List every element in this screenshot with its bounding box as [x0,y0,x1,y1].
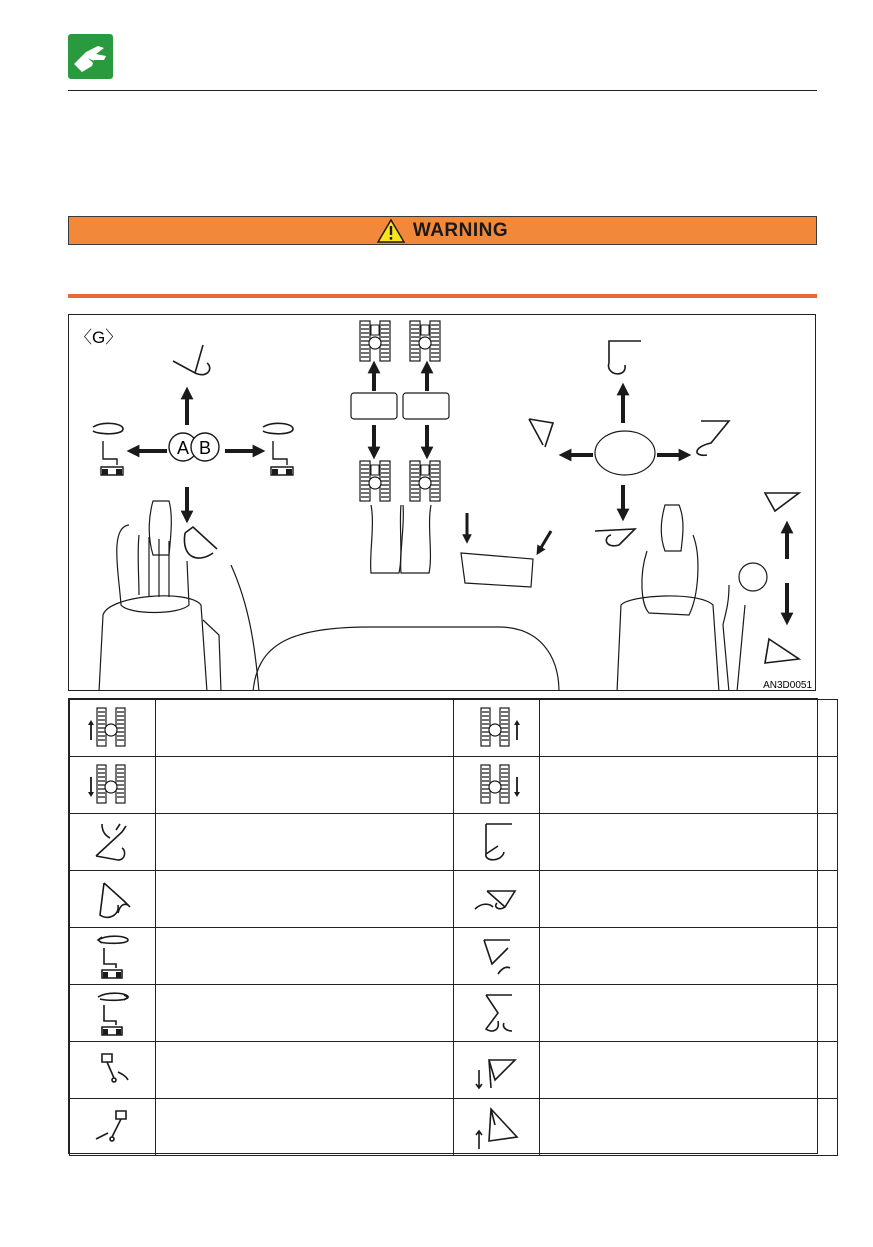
legend-text [540,700,838,757]
lever-button-b: B [198,438,212,458]
legend-row [70,814,838,871]
legend-icon-cell [70,700,156,757]
legend-text [156,1099,454,1156]
arm-in-icon [70,875,155,923]
right-track-forward-icon [454,706,539,750]
legend-icon-cell [70,1099,156,1156]
boom-swing-right-icon [70,1105,155,1149]
hand-pointing-icon [68,34,113,79]
legend-text [540,1099,838,1156]
legend-row [70,700,838,757]
legend-icon-cell [70,814,156,871]
legend-icon-cell [70,871,156,928]
legend-icon-cell [454,1099,540,1156]
legend-row [70,757,838,814]
legend-text [540,871,838,928]
legend-text [156,1042,454,1099]
legend-row [70,928,838,985]
warning-label: WARNING [412,219,509,241]
legend-table [68,698,818,1154]
legend-icon-cell [70,757,156,814]
legend-row [70,871,838,928]
legend-text [156,814,454,871]
legend-icon-cell [454,928,540,985]
legend-icon-cell [70,1042,156,1099]
control-diagram [68,314,816,691]
swing-right-icon [70,989,155,1037]
legend-icon-cell [454,985,540,1042]
figure-id: AN3D0051 [763,680,812,691]
warning-bar [68,216,817,245]
legend-icon-cell [454,814,540,871]
legend-icon-cell [70,928,156,985]
boom-raise-icon [454,879,539,919]
bucket-dump-icon [454,934,539,978]
legend-text [156,757,454,814]
boom-swing-left-icon [70,1048,155,1092]
legend-text [540,985,838,1042]
left-track-forward-icon [70,706,155,750]
right-track-reverse-icon [454,763,539,807]
legend-text [540,928,838,985]
legend-text [156,871,454,928]
arm-out-icon [70,820,155,864]
blade-raise-icon [454,1105,539,1149]
section-rule [68,294,817,298]
legend-text [540,1042,838,1099]
legend-text [156,928,454,985]
legend-icon-cell [454,700,540,757]
legend-text [540,814,838,871]
legend-text [156,985,454,1042]
legend-row [70,1099,838,1156]
boom-lower-icon [454,820,539,864]
lever-button-a: A [176,438,190,458]
swing-left-icon [70,932,155,980]
legend-icon-cell [454,757,540,814]
figure-label: 〈G〉 [75,328,123,347]
blade-lower-icon [454,1048,539,1092]
legend-row [70,1042,838,1099]
legend-text [540,757,838,814]
header-rule [68,90,817,91]
legend-icon-cell [70,985,156,1042]
legend-icon-cell [454,1042,540,1099]
legend-icon-cell [454,871,540,928]
legend-row [70,985,838,1042]
left-track-reverse-icon [70,763,155,807]
bucket-curl-icon [454,991,539,1035]
legend-text [156,700,454,757]
warning-triangle-icon [377,219,405,243]
